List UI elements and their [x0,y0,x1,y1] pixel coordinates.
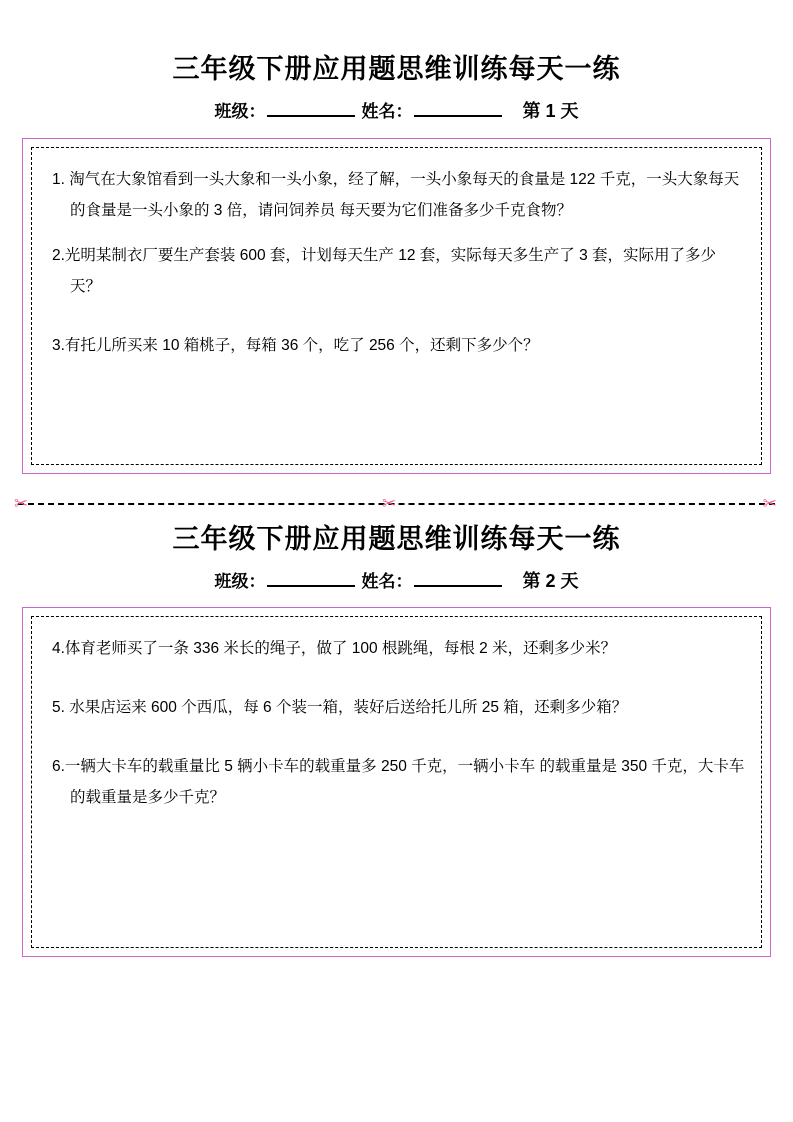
name-blank-2[interactable] [414,570,502,587]
class-label-1: 班级： [214,102,266,122]
question-item: 1. 淘气在大象馆看到一头大象和一头小象，经了解，一头小象每天的食量是 122 千克，一头大象每天的食量是一头小象的 3 倍，请问饲养员 每天要为它们准备多少千克食物？ [52,171,740,220]
class-blank-1[interactable] [267,100,355,117]
cut-line [0,492,793,516]
scissors-icon: ✂ [762,494,777,514]
question-item: 2.光明某制衣厂要生产套装 600 套，计划每天生产 12 套，实际每天多生产了 3 套，实际用了多少天？ [52,247,716,296]
scissors-icon: ✂ [382,494,397,514]
worksheet-1-question-box [31,147,762,465]
question-item: 3.有托儿所买来 10 箱桃子，每箱 36 个，吃了 256 个，还剩下多少个？ [52,337,539,355]
day-label-2: 第 2 天 [522,571,579,592]
answer-space [48,678,745,692]
name-label-1: 姓名： [361,102,413,122]
worksheet-day-1 [0,52,793,474]
worksheet-day-2 [0,522,793,956]
scissors-icon: ✂ [14,494,29,514]
worksheet-2-meta [0,569,793,594]
answer-space [48,316,745,330]
name-blank-1[interactable] [414,100,502,117]
day-label-1: 第 1 天 [522,101,579,122]
worksheet-1-title: 三年级下册应用题思维训练每天一练 [172,54,621,84]
class-label-2: 班级： [214,572,266,592]
question-item: 4.体育老师买了一条 336 米长的绳子，做了 100 根跳绳，每根 2 米，还剩多少米？ [52,639,617,657]
question-item: 6.一辆大卡车的载重量比 5 辆小卡车的载重量多 250 千克，一辆小卡车 的载重量是 350 千克，大卡车的载重量是多少千克？ [52,757,745,806]
top-spacer [0,0,793,52]
worksheet-2-outer-box [22,607,771,957]
worksheet-1-meta [0,99,793,124]
cut-line-dashes [18,503,775,505]
worksheet-1-outer-box [22,138,771,474]
name-label-2: 姓名： [361,572,413,592]
class-blank-2[interactable] [267,570,355,587]
worksheet-2-question-box [31,616,762,948]
worksheet-2-title: 三年级下册应用题思维训练每天一练 [172,524,621,555]
question-item: 5. 水果店运来 600 个西瓜，每 6 个装一箱，装好后送给托儿所 25 箱，还剩多少箱？ [52,698,628,716]
answer-space [48,737,745,751]
